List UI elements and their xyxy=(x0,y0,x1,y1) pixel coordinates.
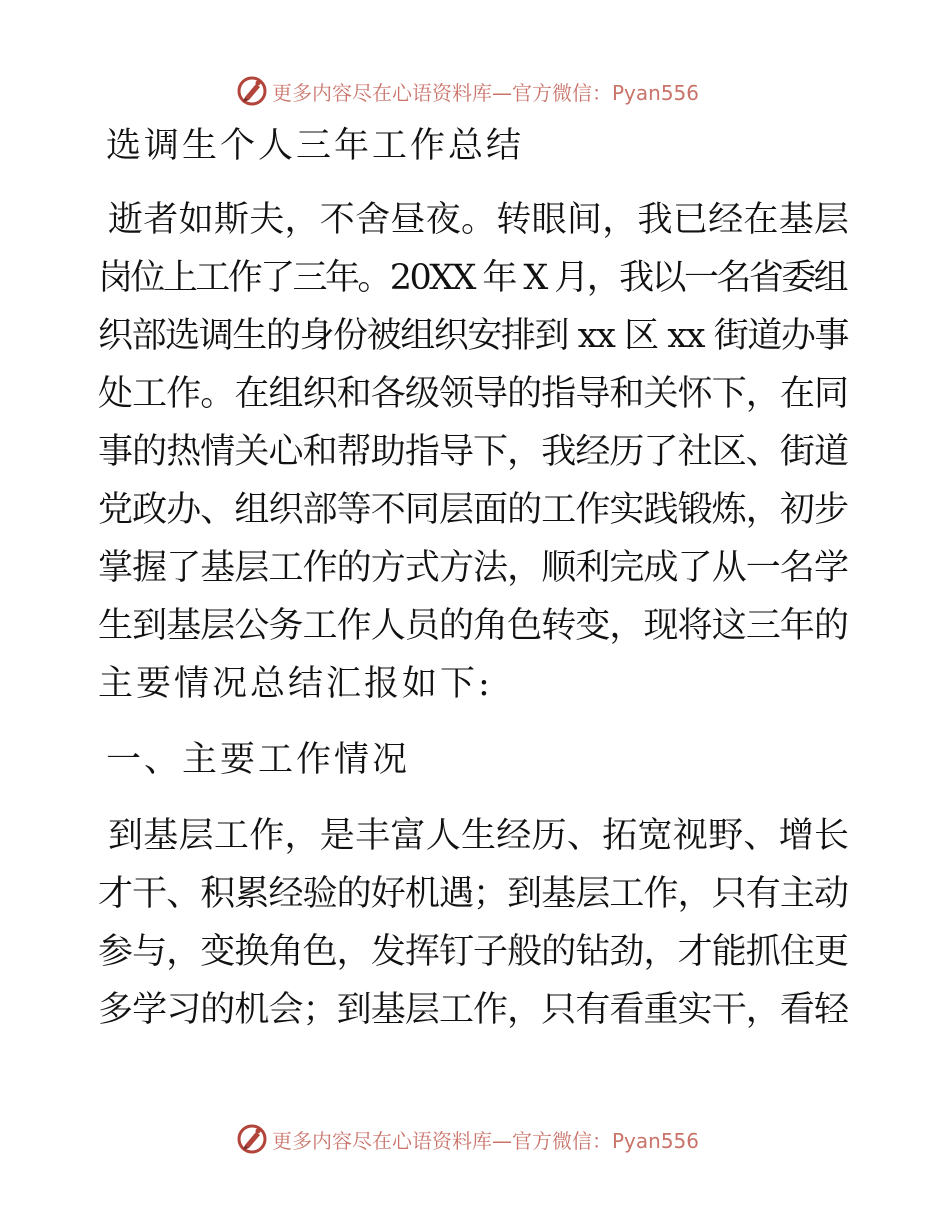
paragraph-line: 生到基层公务工作人员的角色转变，现将这三年的 xyxy=(98,606,849,646)
paragraph-line: 到基层工作，是丰富人生经历、拓宽视野、增长 xyxy=(108,816,850,856)
footer-banner xyxy=(236,1120,699,1158)
paragraph-line: 多学习的机会；到基层工作，只有看重实干，看轻 xyxy=(98,990,849,1030)
paragraph-line: 掌握了基层工作的方式方法，顺利完成了从一名学 xyxy=(98,548,849,588)
paragraph-line: 党政办、组织部等不同层面的工作实践锻炼，初步 xyxy=(98,490,849,530)
section-heading: 一、主要工作情况 xyxy=(106,740,411,780)
document-title: 选调生个人三年工作总结 xyxy=(106,126,525,166)
pen-circle-logo-icon xyxy=(236,75,268,107)
paragraph-line: 事的热情关心和帮助指导下，我经历了社区、街道 xyxy=(98,432,849,472)
paragraph-line: 参与，变换角色，发挥钉子般的钻劲，才能抓住更 xyxy=(98,932,849,972)
paragraph-line: 主要情况总结汇报如下: xyxy=(98,664,493,704)
paragraph-line: 处工作。在组织和各级领导的指导和关怀下，在同 xyxy=(98,374,849,414)
paragraph-line: 织部选调生的身份被组织安排到 xx 区 xx 街道办事 xyxy=(98,316,849,356)
header-banner xyxy=(236,72,699,110)
paragraph-line: 岗位上工作了三年。20XX 年 X 月，我以一名省委组 xyxy=(98,258,847,298)
paragraph-line: 才干、积累经验的好机遇；到基层工作，只有主动 xyxy=(98,874,849,914)
banner-text: 更多内容尽在心语资料库—官方微信：Pyan556 xyxy=(272,80,700,105)
paragraph-line: 逝者如斯夫，不舍昼夜。转眼间，我已经在基层 xyxy=(108,200,850,240)
pen-circle-logo-icon xyxy=(236,1123,268,1155)
banner-text: 更多内容尽在心语资料库—官方微信：Pyan556 xyxy=(272,1128,700,1153)
